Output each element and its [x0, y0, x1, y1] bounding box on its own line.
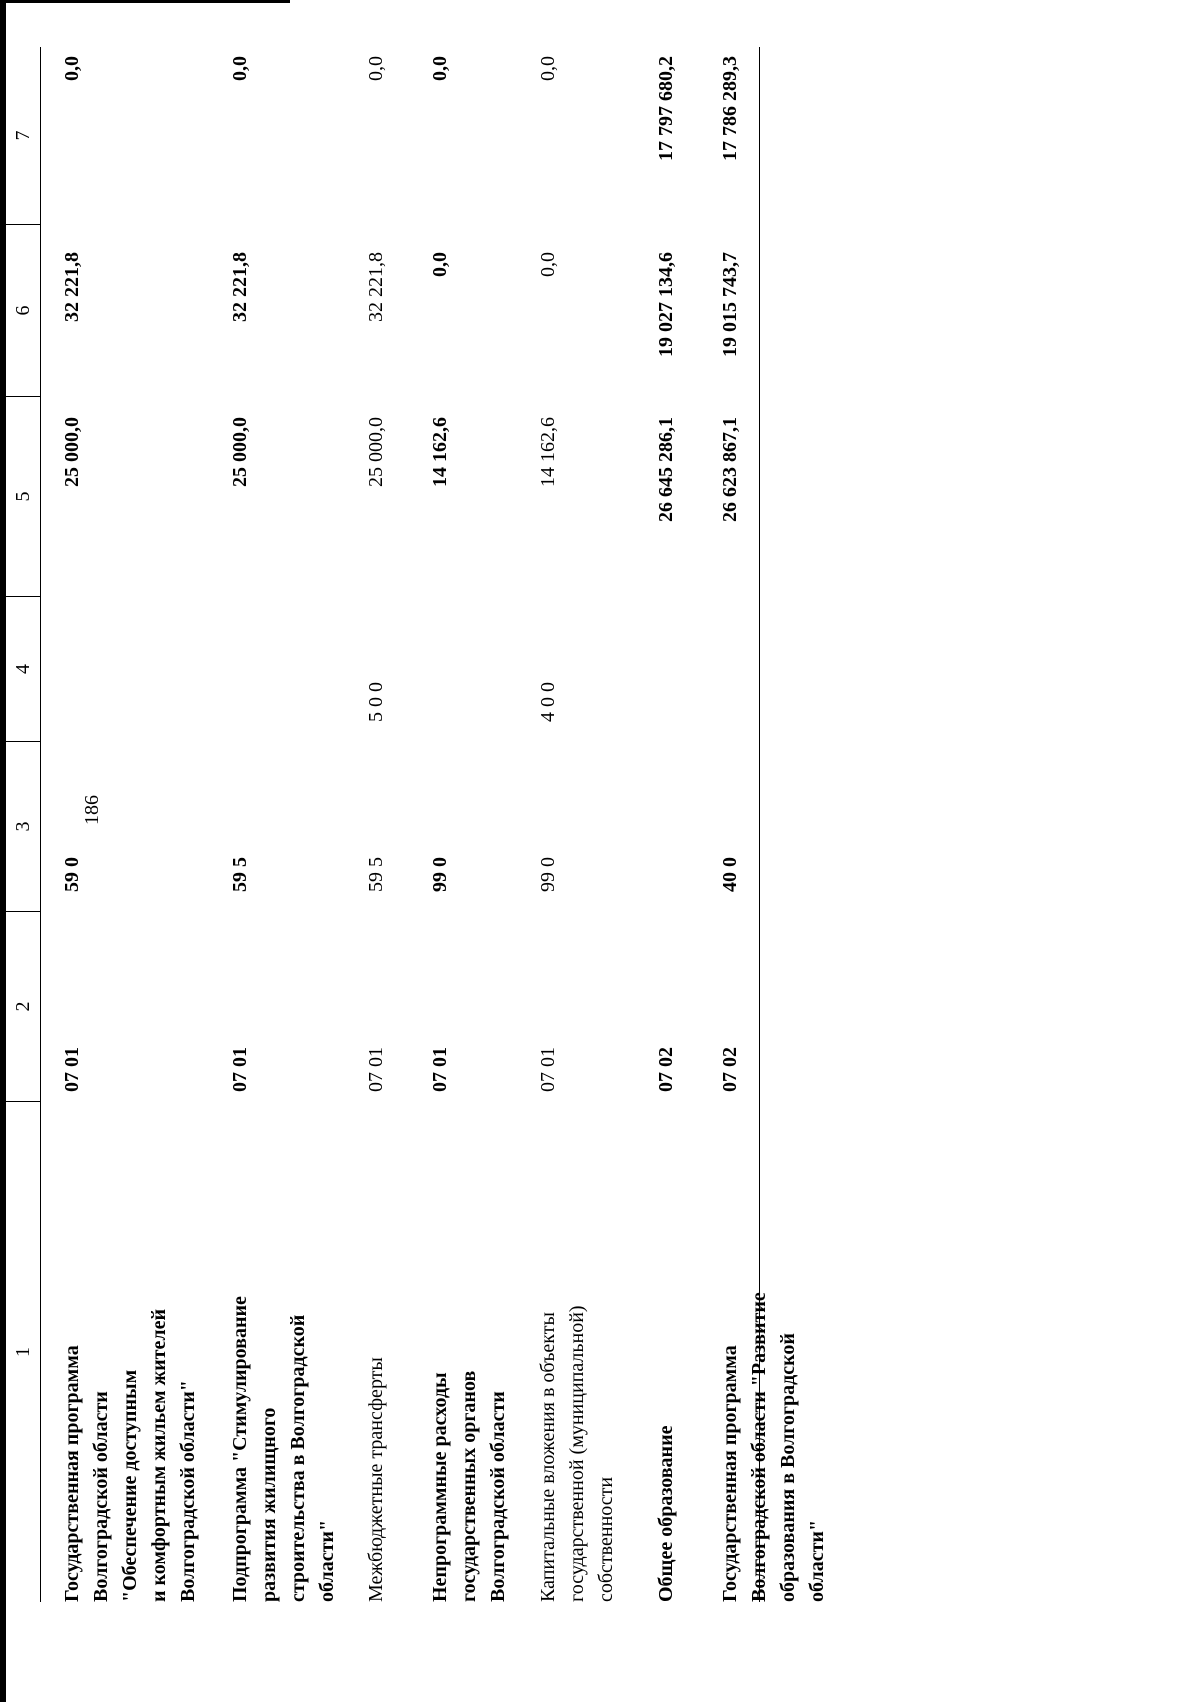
- row-name-line: образования в Волгоградской: [777, 1333, 799, 1602]
- row-name-line: Волгоградской области "Развитие: [748, 1292, 770, 1602]
- header-col-5: 5: [6, 397, 40, 597]
- row-value-col6: 32 221,8: [61, 252, 83, 322]
- row-value-col5: 14 162,6: [429, 417, 451, 487]
- row-section: 07 01: [429, 1047, 451, 1092]
- row-name-line: Волгоградской области: [90, 1391, 112, 1602]
- row-value-col7: 0,0: [61, 56, 83, 81]
- row-name-line: государственной (муниципальной): [566, 1305, 588, 1602]
- row-name-line: Государственная программа: [719, 1345, 741, 1602]
- row-value-col7: 0,0: [537, 56, 559, 81]
- row-name-line: Государственная программа: [61, 1345, 83, 1602]
- row-value-col6: 32 221,8: [365, 252, 387, 322]
- row-value-col7: 0,0: [229, 56, 251, 81]
- row-name-line: Подпрограмма "Стимулирование: [229, 1296, 251, 1602]
- row-value-col5: 14 162,6: [537, 417, 559, 487]
- row-value-col5: 26 645 286,1: [655, 417, 677, 522]
- row-name-line: области": [316, 1519, 338, 1602]
- table-header: [6, 47, 41, 1602]
- row-target-article: 59 0: [61, 857, 83, 892]
- row-value-col7: 0,0: [429, 56, 451, 81]
- row-value-col6: 0,0: [429, 252, 451, 277]
- row-name-line: и комфортным жильем жителей: [148, 1309, 170, 1602]
- scan-border-top: [0, 0, 290, 3]
- row-name-line: развития жилищного: [258, 1407, 280, 1602]
- row-name-line: Волгоградской области: [487, 1391, 509, 1602]
- row-value-col7: 17 786 289,3: [719, 56, 741, 161]
- header-col-2: 2: [6, 912, 40, 1102]
- row-name-line: собственности: [595, 1476, 617, 1602]
- header-col-6: 6: [6, 225, 40, 397]
- row-expense-type: 4 0 0: [537, 682, 559, 722]
- row-name: [426, 1132, 513, 1602]
- row-value-col7: 0,0: [365, 56, 387, 81]
- row-name-line: Общее образование: [655, 1425, 677, 1602]
- row-value-col6: 19 027 134,6: [655, 252, 677, 357]
- row-value-col5: 25 000,0: [61, 417, 83, 487]
- row-expense-type: 5 0 0: [365, 682, 387, 722]
- row-name-line: области": [806, 1519, 828, 1602]
- row-section: 07 01: [229, 1047, 251, 1092]
- row-target-article: 99 0: [537, 857, 559, 892]
- row-name-line: Непрограммные расходы: [429, 1372, 451, 1602]
- row-name-line: Волгоградской области": [177, 1380, 199, 1602]
- header-col-1: 1: [12, 1347, 34, 1357]
- row-value-col5: 25 000,0: [229, 417, 251, 487]
- row-name: [534, 1132, 621, 1602]
- row-value-col5: 26 623 867,1: [719, 417, 741, 522]
- row-value-col7: 17 797 680,2: [655, 56, 677, 161]
- row-value-col6: 32 221,8: [229, 252, 251, 322]
- row-target-article: 99 0: [429, 857, 451, 892]
- row-name-line: строительства в Волгоградской: [287, 1314, 309, 1602]
- header-col-7: 7: [6, 47, 40, 225]
- row-section: 07 01: [537, 1047, 559, 1092]
- header-col-4: 4: [6, 597, 40, 742]
- row-target-article: 59 5: [229, 857, 251, 892]
- header-col-3: 3: [6, 742, 40, 912]
- row-name-line: Капитальные вложения в объекты: [537, 1312, 559, 1602]
- row-name: [716, 1132, 832, 1602]
- row-section: 07 02: [655, 1047, 677, 1092]
- row-section: 07 01: [61, 1047, 83, 1092]
- row-name-line: государственных органов: [458, 1370, 480, 1602]
- row-target-article: 59 5: [365, 857, 387, 892]
- budget-table: [0, 47, 828, 1602]
- row-value-col5: 25 000,0: [365, 417, 387, 487]
- row-name: [58, 1132, 203, 1602]
- row-section: 07 01: [365, 1047, 387, 1092]
- page-number: 186: [81, 795, 103, 825]
- row-name-line: "Обеспечение доступным: [119, 1369, 141, 1602]
- row-name-line: Межбюджетные трансферты: [365, 1357, 387, 1602]
- row-name: [362, 1132, 391, 1602]
- row-name: [226, 1132, 342, 1602]
- row-value-col6: 0,0: [537, 252, 559, 277]
- row-name: [652, 1132, 681, 1602]
- row-section: 07 02: [719, 1047, 741, 1092]
- row-value-col6: 19 015 743,7: [719, 252, 741, 357]
- row-target-article: 40 0: [719, 857, 741, 892]
